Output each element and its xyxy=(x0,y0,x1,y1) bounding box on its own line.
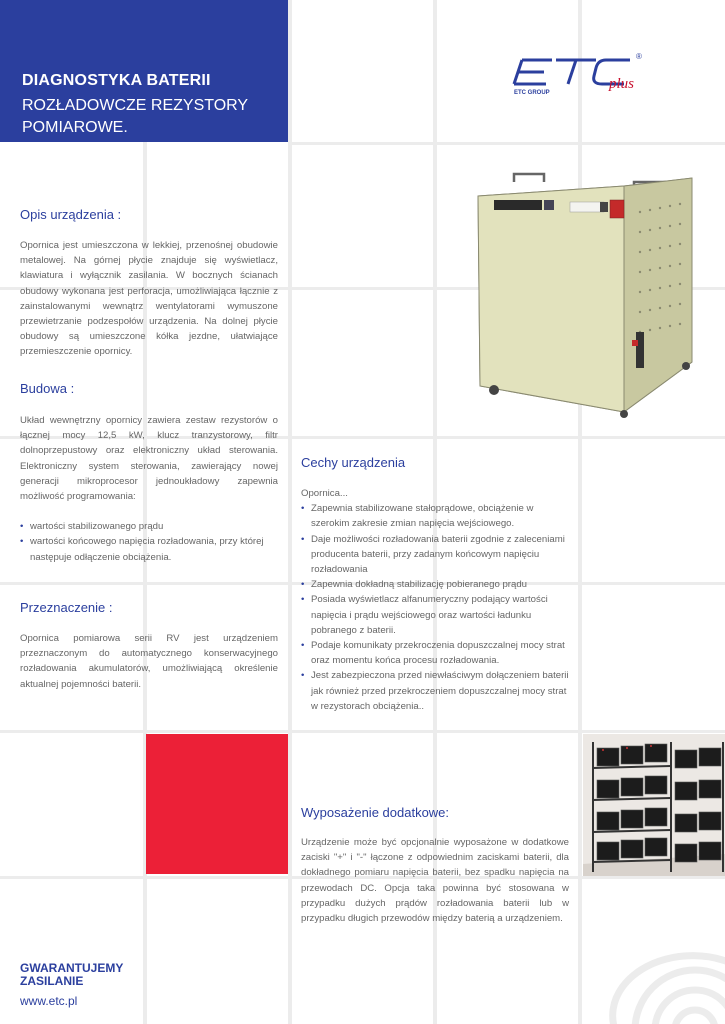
page-title: DIAGNOSTYKA BATERII xyxy=(22,72,211,89)
registered-mark: ® xyxy=(636,52,642,61)
section-heading-przeznaczenie: Przeznaczenie : xyxy=(20,600,113,615)
device-photo xyxy=(474,172,696,418)
paragraph: następuje odłączenie obciążenia. xyxy=(30,551,172,563)
paragraph: Urządzenie może być opcjonalnie wyposażone w dodatkowe zaciski "+" i "-" łączone z odpowiednim zaciskami baterii, dla dokładnego pomiaru napięcia baterii, bez spadku napięcia na przewodach DC. Opcja taka powinna być stosowana w przypadku dużych prądów rozładowania baterii lub w przypadku długich przewodów między baterią a urządzeniem. xyxy=(301,837,569,925)
section-text-cechy xyxy=(301,486,571,714)
paragraph: Układ wewnętrzny opornicy zawiera zestaw rezystorów o łącznej mocy 12,5 kW, klucz tranzystorowy, filtr dolnoprzepustowy oraz elektroniczny układ sterowania. Elektroniczny system sterowania, zawierający nowej generacji mikroprocesor jednoukładowy zapewnia możliwość programowania: xyxy=(20,415,278,503)
list-item-text: Zapewnia dokładną stabilizację pobieranego prądu xyxy=(311,579,528,591)
section-heading-opis: Opis urządzenia : xyxy=(20,207,122,222)
grid-line xyxy=(0,730,725,733)
accent-block xyxy=(146,734,288,874)
list-item-text: Podaje komunikaty przekroczenia dopuszczalnej mocy strat oraz momentu końca procesu rozładowania. xyxy=(311,640,565,667)
list-item xyxy=(301,577,571,592)
list-item-text: Jest zabezpieczona przed niewłaściwym dołączeniem baterii jak również przed przekroczeniem dopuszczalnej mocy strat w rezystorach obciążenia.. xyxy=(311,670,569,712)
bullet-list xyxy=(20,519,278,549)
bullet-list xyxy=(301,501,571,714)
page-subtitle: ROZŁADOWCZE REZYSTORY POMIAROWE. xyxy=(22,97,248,136)
battery-rack-photo xyxy=(583,734,725,876)
list-item xyxy=(301,532,571,578)
list-item-text: wartości końcowego napięcia rozładowania, przy której xyxy=(30,536,264,548)
list-item xyxy=(301,592,571,638)
list-item-text: Zapewnia stabilizowane stałoprądowe, obciążenie w szerokim zakresie zmian napięcia wejściowego. xyxy=(311,503,534,530)
slogan xyxy=(20,962,123,988)
bullet-icon: • xyxy=(20,521,24,533)
list-item xyxy=(301,501,571,531)
slogan-line: GWARANTUJEMY xyxy=(20,961,124,975)
list-item-text: wartości stabilizowanego prądu xyxy=(30,521,164,533)
section-text-opis xyxy=(20,238,278,360)
bullet-icon: • xyxy=(301,640,305,652)
paragraph: Opornica pomiarowa serii RV jest urządzeniem przeznaczonym do automatycznego konserwacyjnego rozładowania akumulatorów, umożliwiającą określenie aktualnej pojemności baterii. xyxy=(20,633,278,690)
bullet-icon: • xyxy=(301,594,305,606)
bullet-icon: • xyxy=(301,670,305,682)
list-item xyxy=(301,638,571,668)
bullet-icon: • xyxy=(20,536,24,548)
paragraph: Opornica jest umieszczona w lekkiej, przenośnej obudowie metalowej. Na górnej płycie znajduje się wyświetlacz, klawiatura i wyłącznik zasilania. W bocznych ścianach obudowy wykonana jest perforacja, umożliwiająca łącznie z zainstalowanymi wewnątrz wentylatorami wymuszone przewietrzanie podzespołów urządzenia. Na dolnej płycie obudowy są umieszczone kółka jezdne, ułatwiające przemieszczenie opornicy. xyxy=(20,240,278,358)
section-heading-wyposazenie: Wyposażenie dodatkowe: xyxy=(301,805,450,820)
paragraph: Opornica... xyxy=(301,488,348,499)
section-heading-cechy: Cechy urządzenia xyxy=(301,455,406,470)
grid-line xyxy=(288,142,725,145)
decorative-swirl-icon xyxy=(585,940,725,1024)
list-item-text: Posiada wyświetlacz alfanumeryczny podający wartości napięcia i prądu wejściowego oraz wartości ładunku pobranego z baterii. xyxy=(311,594,548,636)
grid-line xyxy=(288,0,292,1024)
section-text-budowa xyxy=(20,413,278,565)
slogan-line: ZASILANIE xyxy=(20,974,84,988)
section-text-wyposazenie xyxy=(301,835,569,926)
list-item xyxy=(20,534,278,549)
website-link[interactable]: www.etc.pl xyxy=(20,994,78,1008)
list-item xyxy=(20,519,278,534)
logo-plus-text: plus xyxy=(609,76,635,92)
section-text-przeznaczenie xyxy=(20,631,278,692)
list-item-text: Daje możliwości rozładowania baterii zgodnie z zaleceniami producenta baterii, przy zadanym końcowym napięciu rozładowania xyxy=(311,533,565,576)
bullet-icon: • xyxy=(301,533,305,545)
bullet-icon: • xyxy=(301,503,305,515)
grid-line xyxy=(578,0,582,1024)
list-item xyxy=(301,668,571,714)
logo-group-label: ETC GROUP xyxy=(514,90,550,96)
bullet-icon: • xyxy=(301,579,305,591)
section-heading-budowa: Budowa : xyxy=(20,381,75,396)
